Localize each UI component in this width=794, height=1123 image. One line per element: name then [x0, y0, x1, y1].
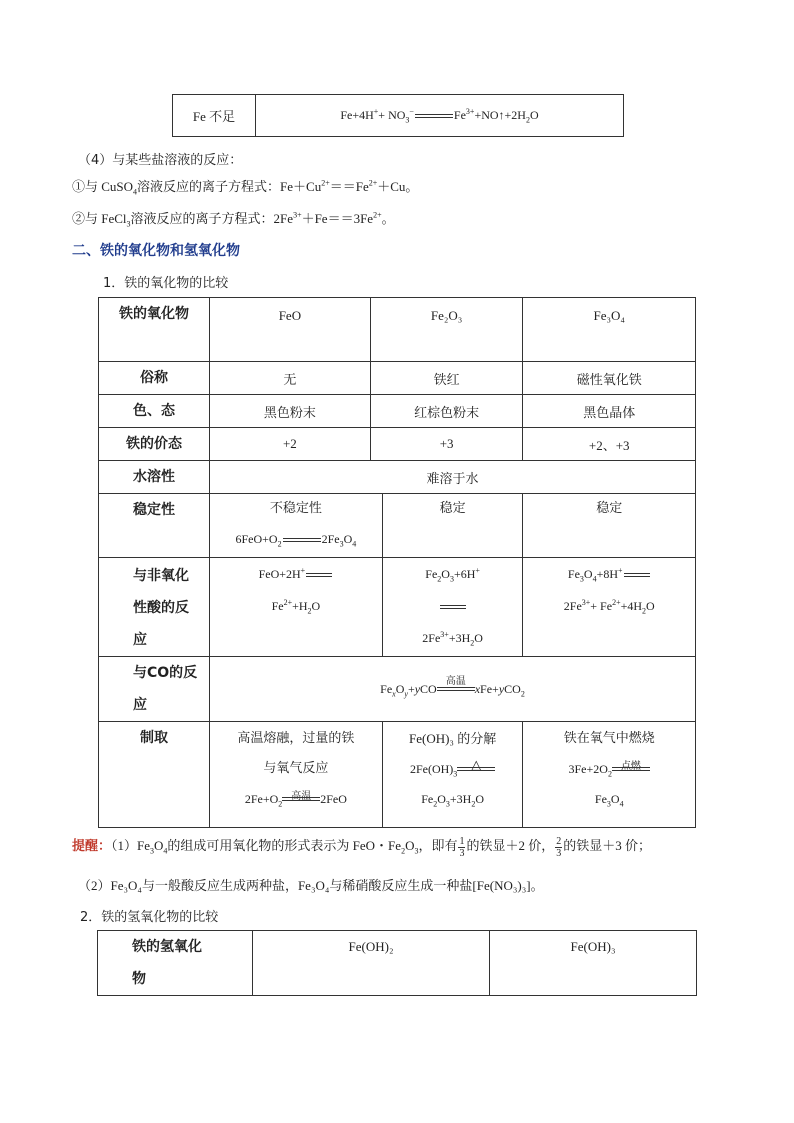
tip-line-2: （2）Fe₃O₄与一般酸反应生成两种盐，Fe₃O₄与稀硝酸反应生成一种盐[Fe(NO₃)₃]。 — [78, 878, 544, 893]
common-name-label: 俗称 — [99, 362, 210, 395]
feo-acid-reaction: FeO+2H+ $Fe^{2+}+H_2O$ — [209, 558, 382, 657]
co-reaction-label: 与CO的反应 — [99, 657, 210, 722]
feo-stability: 不稳定性 $6FeO+O_2$ $2Fe_3O_4$ — [209, 494, 382, 558]
feoh2-header: Fe(OH)₂ — [253, 931, 490, 996]
fe3o4-valence: +2、+3 — [523, 428, 696, 461]
fe3o4-common-name: 磁性氧化铁 — [523, 362, 696, 395]
fe3o4-stability: 稳定 — [523, 494, 696, 558]
fe-insufficient-label: Fe 不足 — [173, 95, 256, 137]
fe2o3-preparation: Fe(OH)₃ 的分解 $2Fe(OH)_3$ △ $Fe_2O_3+3H_2O$ — [382, 722, 523, 828]
co-condition: 高温 — [437, 684, 475, 696]
color-state-label: 色、态 — [99, 395, 210, 428]
section-2-heading: 二、铁的氧化物和氢氧化物 — [72, 243, 240, 259]
fe3o4-header: Fe₃O₄ — [523, 298, 696, 362]
fe2o3-valence: +3 — [370, 428, 523, 461]
preparation-label: 制取 — [99, 722, 210, 828]
oxide-header-label: 铁的氧化物 — [99, 298, 210, 362]
cuso4-reaction-line: ①与 CuSO$_4$溶液反应的离子方程式：$Fe+Cu^{2+}==Fe^{2+}+Cu$。 — [72, 178, 419, 197]
stability-label: 稳定性 — [99, 494, 210, 558]
acid-reaction-label: 与非氧化性酸的反应 — [99, 558, 210, 657]
feo-stability-equation: $6FeO+O_2$ $2Fe_3O_4$ — [235, 532, 357, 549]
hydroxide-header-label: 铁的氢氧化物 — [98, 931, 253, 996]
feo-header: FeO — [209, 298, 370, 362]
fe3o4-acid-reaction: $Fe_3O_4+8H^+$ $2Fe^{3+}+ Fe^{2+}+4H_2O$ — [523, 558, 696, 657]
fe3o4-preparation-equation: $3Fe+2O_2$ 点燃 — [523, 754, 695, 784]
fe2o3-preparation-equation: $2Fe(OH)_3$ △ — [383, 754, 523, 784]
tip-line-1: 提醒：$(1)Fe_3O_4$的组成可用氧化物的形式表示为 FeO・$Fe_2O_3$，即有 $\frac{1}{3}$ 的铁显＋2 价， $\frac{2}{3}$ 的铁显＋3 价； — [72, 835, 651, 859]
fe2o3-header: Fe₂O₃ — [370, 298, 523, 362]
valence-label: 铁的价态 — [99, 428, 210, 461]
solubility-value: 难溶于水 — [209, 461, 695, 494]
fe3o4-color: 黑色晶体 — [523, 395, 696, 428]
fe-insufficient-equation: $Fe+4H^++ NO_3^-$ $Fe^{3+}+NO↑+2H_2O$ — [256, 95, 624, 137]
hydroxide-table — [97, 930, 697, 996]
fe2o3-acid-reaction: $Fe_2O_3+6H^+$ $2Fe^{3+}+3H_2O$ — [382, 558, 523, 657]
top-reaction-table — [172, 94, 624, 137]
feo-common-name: 无 — [209, 362, 370, 395]
fecl3-reaction-line: ②与 FeCl$_3$溶液反应的离子方程式：$2Fe^{3+}+Fe==3Fe^{2+}$。 — [72, 210, 395, 229]
section-4-heading: （4）与某些盐溶液的反应： — [78, 153, 243, 168]
feo-valence: +2 — [209, 428, 370, 461]
fe2o3-common-name: 铁红 — [370, 362, 523, 395]
feo-preparation-equation: $2Fe+O_2$ 高温 2FeO — [244, 791, 347, 809]
oxide-table — [98, 297, 696, 828]
solubility-label: 水溶性 — [99, 461, 210, 494]
oxide-comparison-heading: 1．铁的氧化物的比较 — [103, 276, 229, 291]
feo-color: 黑色粉末 — [209, 395, 370, 428]
co-reaction-equation: $Fe_xO_y+yCO$ 高温 xFe+yCO$_2$ — [209, 657, 695, 722]
feo-preparation: 高温熔融，过量的铁与氧气反应 $2Fe+O_2$ 高温 2FeO — [209, 722, 382, 828]
feoh3-header: Fe(OH)₃ — [490, 931, 697, 996]
hydroxide-comparison-heading: 2．铁的氢氧化物的比较 — [80, 910, 219, 925]
fe2o3-stability: 稳定 — [382, 494, 523, 558]
fe3o4-preparation: 铁在氧气中燃烧 $3Fe+2O_2$ 点燃 $Fe_3O_4$ — [523, 722, 696, 828]
fe2o3-color: 红棕色粉末 — [370, 395, 523, 428]
